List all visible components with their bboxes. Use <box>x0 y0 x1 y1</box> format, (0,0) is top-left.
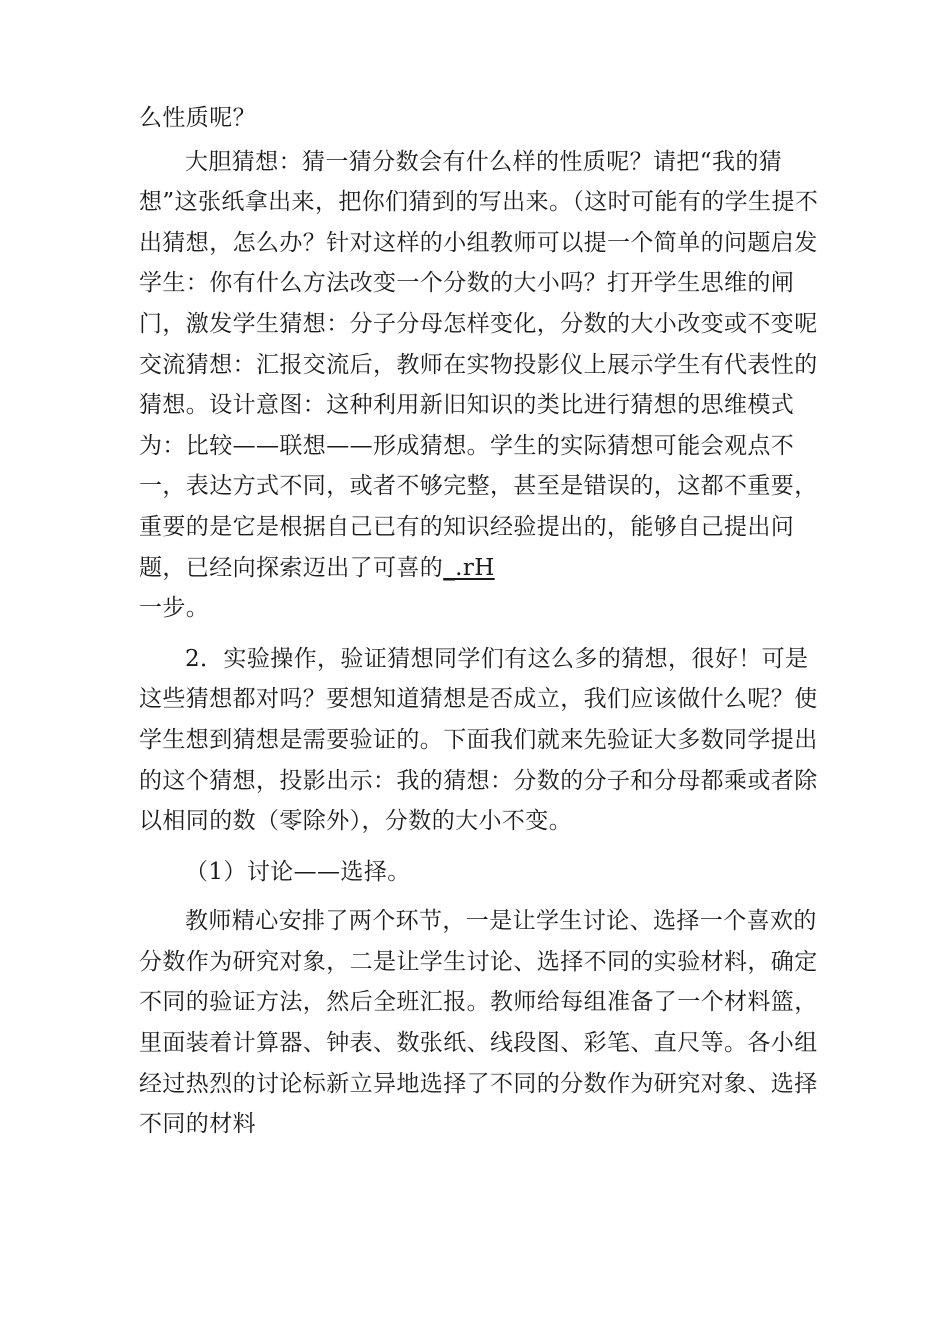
document-body <box>139 98 819 1145</box>
paragraph-teacher-arrangement: 教师精心安排了两个环节，一是让学生讨论、选择一个喜欢的分数作为研究对象，二是让学生讨论、选择不同的实验材料，确定不同的验证方法，然后全班汇报。教师给每组准备了一个材料篮，里面装着计算器、钟表、数张纸、线段图、彩笔、直尺等。各小组经过热烈的讨论标新立异地选择了不同的分数作为研究对象、选择不同的材料 <box>139 908 818 1138</box>
paragraph-text-end: 一步。 <box>139 595 210 622</box>
subheading-discuss-choose: （1）讨论——选择。 <box>185 858 411 885</box>
ocr-artifact-mark: _.rH <box>443 554 495 581</box>
paragraph-bold-guess <box>139 142 819 629</box>
paragraph-text: 大胆猜想：猜一猜分数会有什么样的性质呢？请把“我的猜想”这张纸拿出来，把你们猜到的写出来。（这时可能有的学生提不出猜想，怎么办？针对这样的小组教师可以提一个简单的问题启发学生：你有什么方法改变一个分数的大小吗？打开学生思维的闸门，激发学生猜想：分子分母怎样变化，分数的大小改变或不变呢交流猜想：汇报交流后，教师在实物投影仪上展示学生有代表性的猜想。设计意图：这种利用新旧知识的类比进行猜想的思维模式为：比较——联想——形成猜想。学生的实际猜想可能会观点不一，表达方式不同，或者不够完整，甚至是错误的，这都不重要，重要的是它是根据自己已有的知识经验提出的，能够自己提出问题，已经向探索迈出了可喜的 <box>139 148 819 581</box>
paragraph-experiment: 2．实验操作，验证猜想同学们有这么多的猜想，很好！可是这些猜想都对吗？要想知道猜想是否成立，我们应该做什么呢？使学生想到猜想是需要验证的。下面我们就来先验证大多数同学提出的这个猜想，投影出示：我的猜想：分数的分子和分母都乘或者除以相同的数（零除外），分数的大小不变。 <box>139 645 818 835</box>
paragraph-continuation: 么性质呢？ <box>139 105 256 131</box>
